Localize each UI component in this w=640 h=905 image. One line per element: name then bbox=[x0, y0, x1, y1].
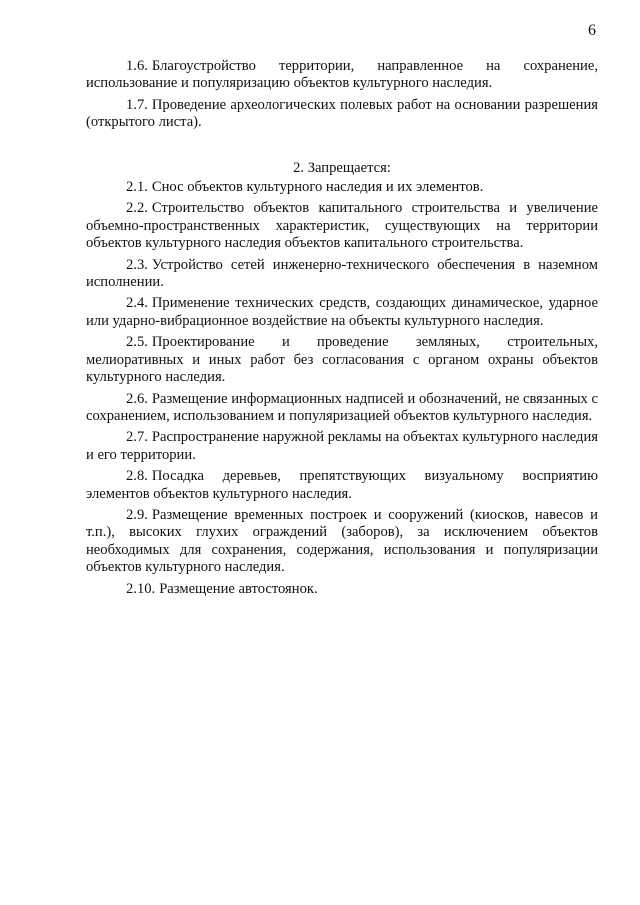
item-number: 1.7. bbox=[126, 96, 148, 113]
item-number: 2.2. bbox=[126, 200, 148, 217]
item-text: Благоустройство территории, направленное на сохранение, использование и популяризацию объектов культурного наследия. bbox=[86, 58, 598, 92]
item-number: 1.6. bbox=[126, 58, 148, 74]
item-text: Распространение наружной рекламы на объектах культурного наследия и его территории. bbox=[86, 429, 598, 463]
list-item bbox=[86, 295, 598, 330]
item-number: 2.7. bbox=[126, 429, 148, 446]
list-item bbox=[86, 334, 598, 386]
list-item bbox=[86, 200, 598, 252]
item-number: 2.10. bbox=[126, 580, 156, 597]
list-item bbox=[86, 58, 598, 93]
list-item bbox=[86, 257, 598, 292]
item-number: 2.6. bbox=[126, 390, 148, 407]
item-text: Снос объектов культурного наследия и их элементов. bbox=[151, 179, 484, 196]
section-title: 2. Запрещается: bbox=[293, 159, 391, 176]
item-number: 2.3. bbox=[126, 256, 148, 273]
item-text: Проведение археологических полевых работ на основании разрешения (открытого листа). bbox=[86, 96, 598, 131]
item-text: Строительство объектов капитального строительства и увеличение объемно-пространственных характеристик, существующих на территории объектов культурного наследия объектов капитального строительства. bbox=[86, 200, 598, 252]
item-number: 2.4. bbox=[126, 295, 148, 312]
item-number: 2.5. bbox=[126, 334, 148, 351]
list-item bbox=[86, 429, 598, 464]
item-number: 2.8. bbox=[126, 468, 148, 485]
item-number: 2.1. bbox=[126, 179, 148, 196]
item-text: Применение технических средств, создающих динамическое, ударное или ударно-вибрационное воздействие на объекты культурного наследия. bbox=[86, 295, 598, 329]
list-item bbox=[86, 391, 598, 426]
document-body bbox=[86, 58, 598, 602]
list-item bbox=[86, 179, 598, 196]
item-text: Проектирование и проведение земляных, строительных, мелиоративных и иных работ без согласования с органом охраны объектов культурного наследия. bbox=[86, 334, 598, 386]
page-number: 6 bbox=[588, 22, 596, 39]
list-item bbox=[86, 97, 598, 132]
item-number: 2.9. bbox=[126, 506, 148, 523]
item-text: Размещение информационных надписей и обозначений, не связанных с сохранением, использованием и популяризацией объектов культурного наследия. bbox=[86, 390, 598, 424]
list-item bbox=[86, 507, 598, 577]
list-item bbox=[86, 581, 598, 598]
item-text: Посадка деревьев, препятствующих визуальному восприятию элементов объектов культурного наследия. bbox=[86, 468, 598, 502]
item-text: Размещение автостоянок. bbox=[159, 580, 318, 597]
item-text: Устройство сетей инженерно-технического обеспечения в наземном исполнении. bbox=[86, 256, 598, 291]
item-text: Размещение временных построек и сооружений (киосков, навесов и т.п.), высоких глухих ограждений (заборов), за исключением объектов необходимых для сохранения, содержания, использования и популяризации объектов культурного наследия. bbox=[86, 506, 598, 576]
list-item bbox=[86, 468, 598, 503]
